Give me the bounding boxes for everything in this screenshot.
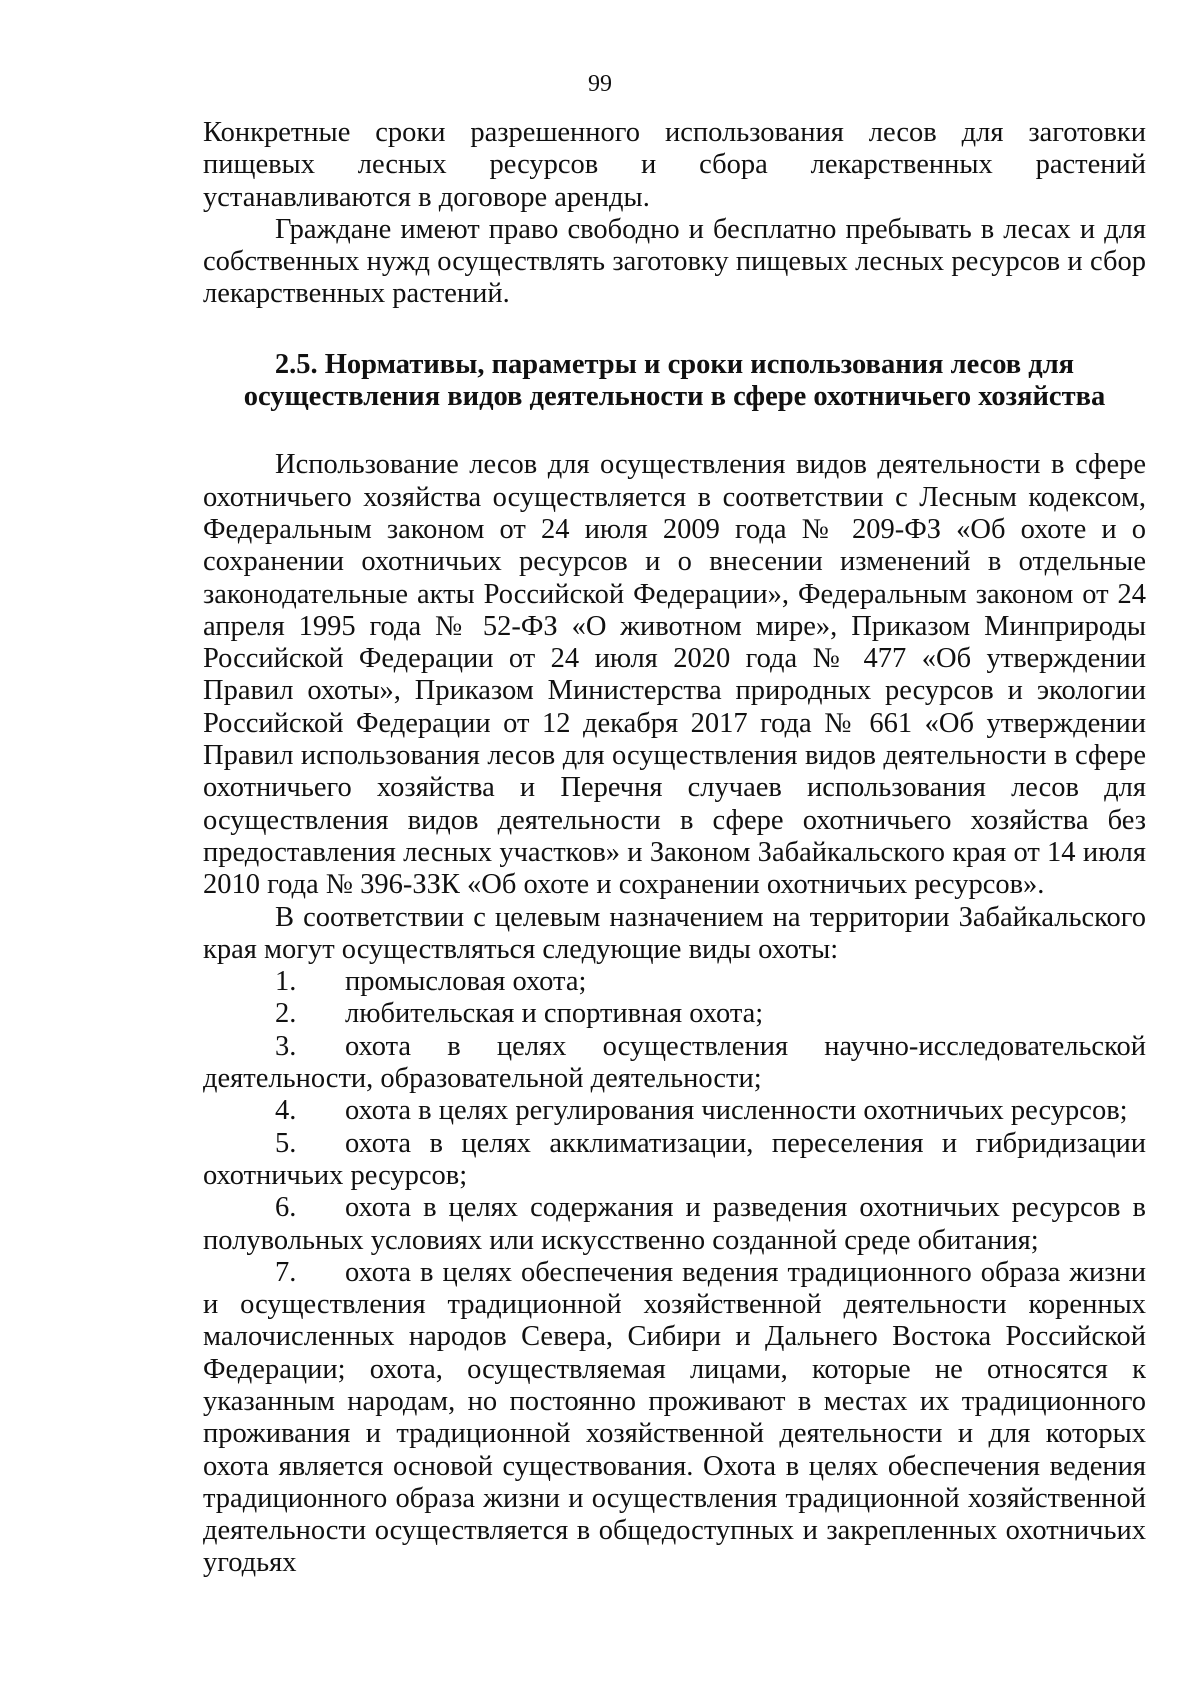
section-heading xyxy=(203,349,1146,414)
list-item-text: любительская и спортивная охота; xyxy=(345,998,764,1030)
list-item xyxy=(203,998,1146,1030)
paragraph: Использование лесов для осуществления видов деятельности в сфере охотничьего хозяйства осуществляется в соответствии с Лесным кодексом, Федеральным законом от 24 июля 2009 года № 209-ФЗ «Об охоте и о сохранении охотничьих ресурсов и о внесении изменений в отдельные законодательные акты Российской Федерации», Федеральным законом от 24 апреля 1995 года № 52-ФЗ «О животном мире», Приказом Минприроды Российской Федерации от 24 июля 2020 года № 477 «Об утверждении Правил охоты», Приказом Министерства природных ресурсов и экологии Российской Федерации от 12 декабря 2017 года № 661 «Об утверждении Правил использования лесов для осуществления видов деятельности в сфере охотничьего хозяйства и Перечня случаев использования лесов для осуществления видов деятельности в сфере охотничьего хозяйства без предоставления лесных участков» и Законом Забайкальского края от 14 июля 2010 года № 396-ЗЗК «Об охоте и сохранении охотничьих ресурсов». xyxy=(203,449,1146,901)
list-item-text: охота в целях акклиматизации, переселения и гибридизации охотничьих ресурсов; xyxy=(203,1127,1146,1191)
paragraph: В соответствии с целевым назначением на территории Забайкальского края могут осуществляться следующие виды охоты: xyxy=(203,901,1146,965)
list-item xyxy=(203,1128,1146,1193)
list-item-number: 5. xyxy=(275,1127,297,1159)
list-item-number: 7. xyxy=(275,1256,297,1288)
document-body xyxy=(203,117,1146,1580)
list-item-number: 1. xyxy=(275,966,297,998)
paragraph: Граждане имеют право свободно и бесплатно пребывать в лесах и для собственных нужд осуществлять заготовку пищевых лесных ресурсов и сбор лекарственных растений. xyxy=(203,213,1146,310)
list-item-text: охота в целях обеспечения ведения традиционного образа жизни и осуществления традиционной хозяйственной деятельности коренных малочисленных народов Севера, Сибири и Дальнего Востока Российской Федерации; охота, осуществляемая лицами, которые не относятся к указанным народам, но постоянно проживают в местах их традиционного проживания и традиционной хозяйственной деятельности и для которых охота является основой существования. Охота в целях обеспечения ведения традиционного образа жизни и осуществления традиционной хозяйственной деятельности осуществляется в общедоступных и закрепленных охотничьих угодьях xyxy=(203,1256,1146,1579)
page-number: 99 xyxy=(588,71,612,97)
section-heading-line: осуществления видов деятельности в сфере охотничьего хозяйства xyxy=(243,381,1106,413)
list-item-text: промысловая охота; xyxy=(345,966,587,998)
list-item-number: 2. xyxy=(275,998,297,1030)
list-item xyxy=(203,966,1146,998)
list-item-number: 6. xyxy=(275,1192,297,1224)
list-item-text: охота в целях содержания и разведения охотничьих ресурсов в полувольных условиях или искусственно созданной среде обитания; xyxy=(203,1192,1146,1256)
section-heading-line: 2.5. Нормативы, параметры и сроки использования лесов для xyxy=(274,348,1075,380)
list-item xyxy=(203,1031,1146,1096)
list-item-number: 3. xyxy=(275,1030,297,1062)
list-item xyxy=(203,1095,1146,1127)
paragraph: Конкретные сроки разрешенного использования лесов для заготовки пищевых лесных ресурсов и сбора лекарственных растений устанавливаются в договоре аренды. xyxy=(203,117,1146,213)
list-item xyxy=(203,1192,1146,1257)
list-item-number: 4. xyxy=(275,1095,297,1127)
list-item-text: охота в целях осуществления научно-исследовательской деятельности, образовательной деятельности; xyxy=(203,1030,1146,1095)
list-item xyxy=(203,1257,1146,1580)
list-item-text: охота в целях регулирования численности охотничьих ресурсов; xyxy=(345,1095,1128,1127)
